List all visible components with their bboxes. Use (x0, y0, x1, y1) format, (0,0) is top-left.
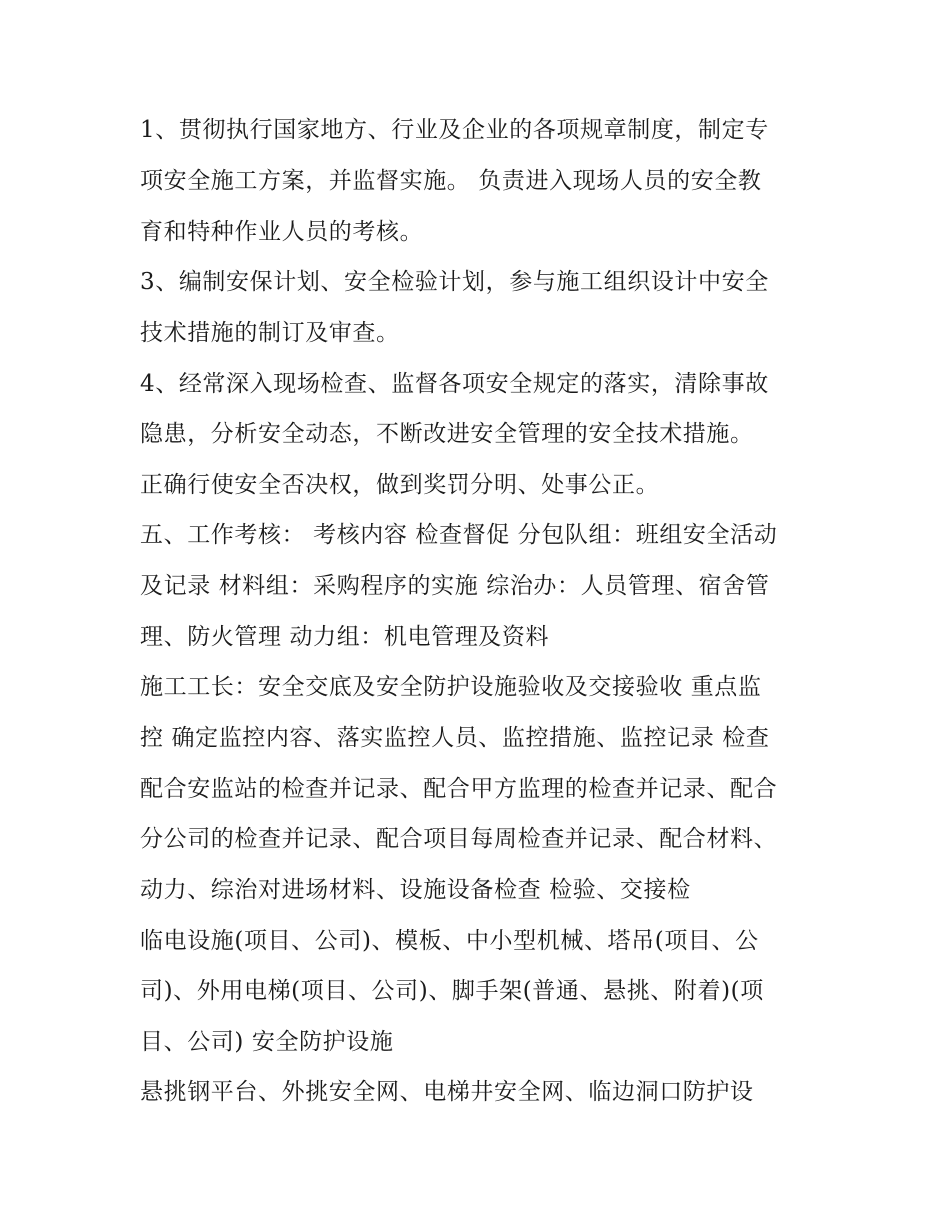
text-line: 正确行使安全否决权，做到奖罚分明、处事公正。 (140, 472, 660, 498)
text-line: 隐患，分析安全动态，不断改进安全管理的安全技术措施。 (140, 421, 754, 447)
text-line: 临电设施(项目、公司)、模板、中小型机械、塔吊(项目、公 (140, 928, 759, 954)
text-line: 4、经常深入现场检查、监督各项安全规定的落实，清除事故 (140, 371, 769, 397)
text-line: 理、防火管理 动力组：机电管理及资料 (140, 624, 550, 650)
text-line: 五、工作考核： 考核内容 检查督促 分包队组：班组安全活动 (140, 522, 778, 548)
text-line: 育和特种作业人员的考核。 (140, 219, 424, 245)
text-line: 及记录 材料组：采购程序的实施 综治办：人员管理、宿舍管 (140, 573, 770, 599)
text-line: 3、编制安保计划、安全检验计划，参与施工组织设计中安全 (140, 269, 769, 295)
text-line: 1、贯彻执行国家地方、行业及企业的各项规章制度，制定专 (140, 117, 769, 143)
text-line: 项安全施工方案，并监督实施。 负责进入现场人员的安全教 (140, 168, 762, 194)
text-line: 悬挑钢平台、外挑安全网、电梯井安全网、临边洞口防护设 (140, 1079, 754, 1105)
text-line: 目、公司) 安全防护设施 (140, 1029, 394, 1055)
text-line: 配合安监站的检查并记录、配合甲方监理的检查并记录、配合 (140, 776, 778, 802)
text-line: 施工工长：安全交底及安全防护设施验收及交接验收 重点监 (140, 674, 762, 700)
text-line: 分公司的检查并记录、配合项目每周检查并记录、配合材料、 (140, 826, 778, 852)
text-line: 司)、外用电梯(项目、公司)、脚手架(普通、悬挑、附着)(项 (140, 978, 764, 1004)
text-line: 技术措施的制订及审查。 (140, 320, 400, 346)
text-line: 动力、综治对进场材料、设施设备检查 检验、交接检 (140, 877, 691, 903)
text-line: 控 确定监控内容、落实监控人员、监控措施、监控记录 检查 (140, 725, 770, 751)
